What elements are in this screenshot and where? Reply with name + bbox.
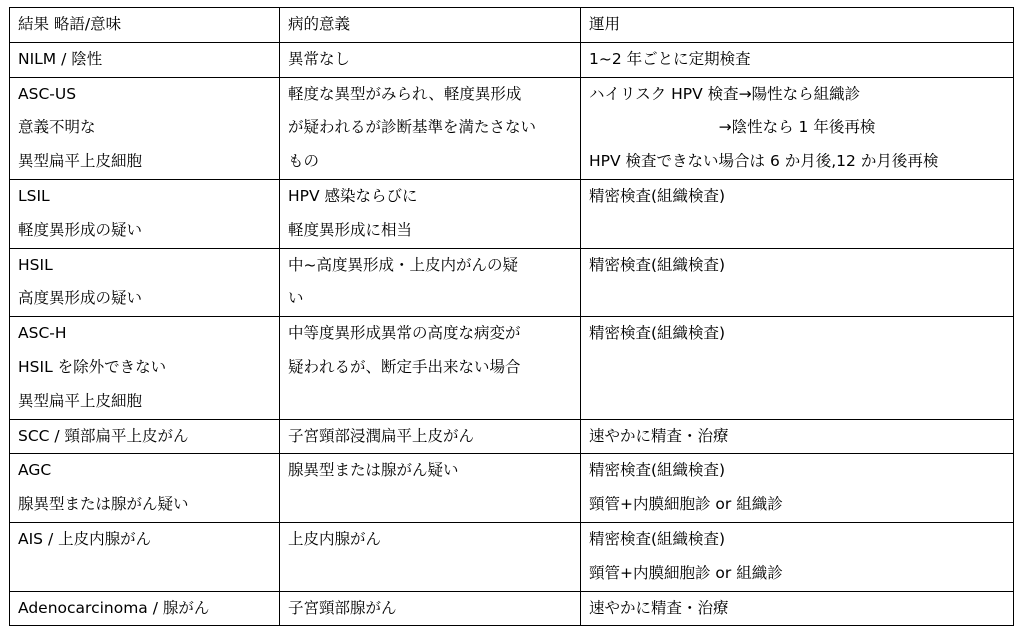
- cell-line: NILM / 陰性: [18, 49, 103, 68]
- cell-line: HSIL を除外できない: [18, 357, 167, 376]
- cell-line: HPV 検査できない場合は 6 か月後,12 か月後再検: [589, 152, 939, 171]
- cell-line: 精密検査(組織検査): [589, 461, 726, 480]
- cell-line: ハイリスク HPV 検査→陽性なら組織診: [589, 84, 861, 103]
- cell-line: 高度異形成の疑い: [18, 289, 143, 308]
- table-container: [9, 7, 1014, 626]
- header-management: 運用: [581, 8, 1014, 43]
- cell-line: 意義不明な: [18, 118, 96, 137]
- cell-line: 中等度異形成異常の高度な病変が: [288, 324, 521, 343]
- table-row: [10, 179, 1014, 248]
- cell-line: ASC-H: [18, 324, 67, 343]
- cell-line: 精密検査(組織検査): [589, 324, 726, 343]
- cell-result: [10, 317, 280, 419]
- cell-line: 子宮頸部腺がん: [288, 598, 397, 617]
- cell-line: 精密検査(組織検査): [589, 186, 726, 205]
- cell-line: AIS / 上皮内腺がん: [18, 529, 152, 548]
- cell-result: [10, 591, 280, 626]
- cell-management: [581, 522, 1014, 591]
- cell-line: 精密検査(組織検査): [589, 255, 726, 274]
- cell-significance: [280, 454, 581, 523]
- cell-result: [10, 419, 280, 454]
- cytology-results-table: [9, 7, 1014, 626]
- cell-significance: [280, 317, 581, 419]
- header-row: [10, 8, 1014, 43]
- table-row: [10, 522, 1014, 591]
- header-significance: 病的意義: [280, 8, 581, 43]
- cell-line: 軽度な異型がみられ、軽度異形成: [288, 84, 522, 103]
- cell-line: 軽度異形成の疑い: [18, 220, 143, 239]
- cell-line: ASC-US: [18, 84, 77, 103]
- cell-line: 腺異型または腺がん疑い: [18, 495, 189, 514]
- cell-management: [581, 317, 1014, 419]
- cell-line: 1~2 年ごとに定期検査: [589, 49, 751, 68]
- cell-significance: [280, 248, 581, 317]
- table-row: [10, 454, 1014, 523]
- header-result: 結果 略語/意味: [10, 8, 280, 43]
- cell-line: [589, 385, 1005, 419]
- cell-line: 中~高度異形成・上皮内がんの疑: [288, 255, 518, 274]
- cell-management: [581, 179, 1014, 248]
- cell-line: [288, 557, 572, 591]
- cell-result: [10, 179, 280, 248]
- cell-line: HSIL: [18, 255, 53, 274]
- table-row: [10, 42, 1014, 77]
- cell-line: 異常なし: [288, 49, 351, 68]
- cell-significance: [280, 419, 581, 454]
- cell-line: [589, 351, 1005, 385]
- cell-line: 速やかに精査・治療: [589, 426, 729, 445]
- cell-management: [581, 248, 1014, 317]
- cell-line: が疑われるが診断基準を満たさない: [288, 118, 537, 137]
- cell-line: 上皮内腺がん: [288, 529, 382, 548]
- cell-line: 頸管+内膜細胞診 or 組織診: [589, 563, 783, 582]
- cell-significance: [280, 522, 581, 591]
- cell-line: もの: [288, 152, 320, 171]
- table-row: [10, 77, 1014, 179]
- cell-result: [10, 77, 280, 179]
- cell-line: Adenocarcinoma / 腺がん: [18, 598, 210, 617]
- cell-management: [581, 454, 1014, 523]
- cell-significance: [280, 179, 581, 248]
- cell-line: 精密検査(組織検査): [589, 529, 726, 548]
- cell-line: 異型扁平上皮細胞: [18, 391, 143, 410]
- table-row: [10, 419, 1014, 454]
- cell-line: 速やかに精査・治療: [589, 598, 729, 617]
- cell-line: い: [288, 289, 304, 308]
- cell-line: 腺異型または腺がん疑い: [288, 461, 459, 480]
- cell-management: [581, 591, 1014, 626]
- cell-line: SCC / 頸部扁平上皮がん: [18, 426, 189, 445]
- cell-line: LSIL: [18, 186, 50, 205]
- table-row: [10, 591, 1014, 626]
- cell-result: [10, 522, 280, 591]
- cell-result: [10, 248, 280, 317]
- cell-line: HPV 感染ならびに: [288, 186, 418, 205]
- cell-management: [581, 419, 1014, 454]
- cell-significance: [280, 77, 581, 179]
- cell-management: [581, 77, 1014, 179]
- cell-line: →陰性なら 1 年後再検: [718, 118, 876, 137]
- cell-management: [581, 42, 1014, 77]
- cell-significance: [280, 42, 581, 77]
- cell-line: [288, 385, 572, 419]
- cell-line: [589, 214, 1005, 248]
- cell-significance: [280, 591, 581, 626]
- cell-line: 軽度異形成に相当: [288, 220, 413, 239]
- cell-line: AGC: [18, 461, 52, 480]
- cell-line: 異型扁平上皮細胞: [18, 152, 143, 171]
- cell-line: [589, 282, 1005, 316]
- table-row: [10, 248, 1014, 317]
- cell-result: [10, 42, 280, 77]
- table-row: [10, 317, 1014, 419]
- cell-line: 疑われるが、断定手出来ない場合: [288, 357, 521, 376]
- table-body: [10, 42, 1014, 626]
- cell-line: 子宮頸部浸潤扁平上皮がん: [288, 426, 475, 445]
- cell-line: [18, 557, 271, 591]
- cell-line: [288, 488, 572, 522]
- cell-line: 頸管+内膜細胞診 or 組織診: [589, 495, 783, 514]
- cell-result: [10, 454, 280, 523]
